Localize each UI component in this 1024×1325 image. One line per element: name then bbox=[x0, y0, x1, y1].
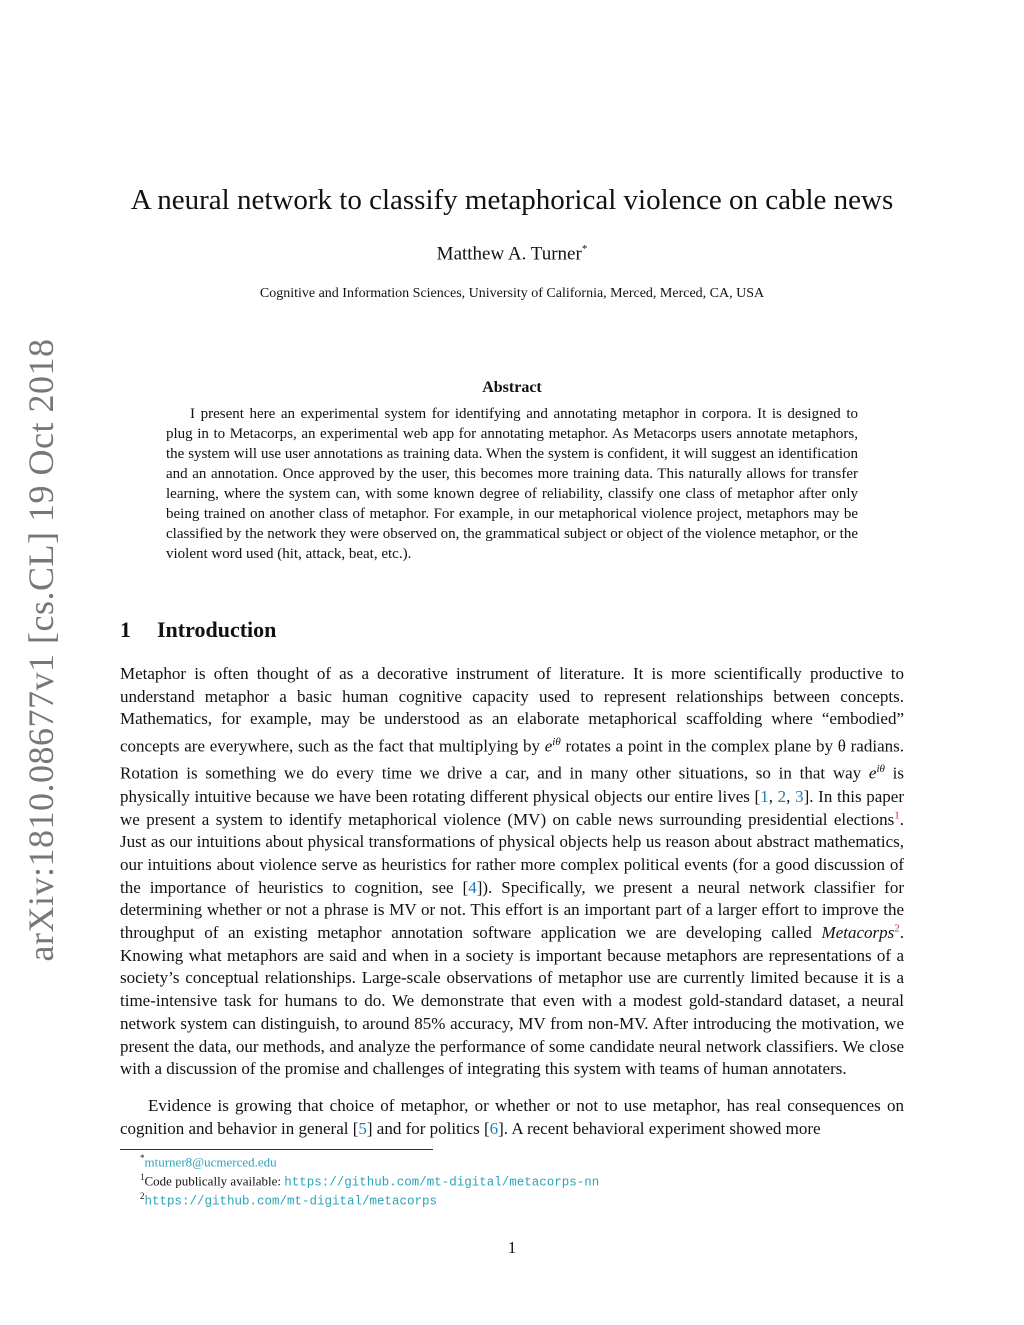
citation-link[interactable]: 6 bbox=[489, 1118, 499, 1138]
citation-link[interactable]: 4 bbox=[468, 877, 477, 897]
page-number: 1 bbox=[507, 1238, 517, 1257]
intro-paragraph-2: Evidence is growing that choice of metaphor, or whether or not to use metaphor, has real consequences on cognition and behavior in general [5] and for politics [6]. A recent behavioral experiment showed more bbox=[120, 1096, 904, 1138]
citation-link[interactable]: 2 bbox=[777, 786, 787, 806]
abstract-heading: Abstract bbox=[482, 379, 542, 396]
citation-link[interactable]: 1 bbox=[760, 786, 769, 806]
arxiv-identifier: arXiv:1810.08677v1 [cs.CL] 19 Oct 2018 bbox=[21, 338, 61, 962]
paper-title: A neural network to classify metaphorical violence on cable news bbox=[130, 184, 894, 216]
email-link[interactable]: mturner8@ucmerced.edu bbox=[144, 1154, 277, 1170]
footnote-link[interactable]: 1 bbox=[894, 808, 900, 821]
section-heading: 1 Introduction bbox=[120, 617, 277, 642]
footnote-link[interactable]: 2 bbox=[894, 922, 900, 935]
footnote-email: *mturner8@ucmerced.edu bbox=[140, 1153, 277, 1170]
footnote-2: $^2$https://github.com/mt-digital/metacorps bbox=[140, 1191, 438, 1209]
footnote-divider bbox=[120, 1149, 433, 1150]
abstract-text: I present here an experimental system for identifying and annotating metaphor in corpora. It is designed to plug in to Metacorps, an experimental web app for annotating metaphor. As Metacorps users annotate metaphors, the system will use user annotations as training data. When the system is confident, it will suggest an identification and an annotation. Once approved by the user, this becomes more training data. This naturally allows for transfer learning, where the system can, with some known degree of reliability, classify one class of metaphor after only being trained on another class of metaphor. For example, in our metaphorical violence project, metaphors may be classified by the network they were observed on, the grammatical subject or object of the violence metaphor, or the violent word used (hit, attack, beat, etc.). bbox=[166, 406, 858, 562]
metacorps-url-link[interactable]: https://github.com/mt-digital/metacorps bbox=[144, 1194, 438, 1209]
author-name: Matthew A. Turner* bbox=[436, 243, 588, 265]
intro-paragraph-1: Metaphor is often thought of as a decorative instrument of literature. It is more scientifically productive to understand metaphor a basic human cognitive capacity used to represent relationships between concepts. Mathematics, for example, may be understood as an elaborate metaphorical scaffolding where “embodied” concepts are everywhere, such as the fact that multiplying by $e^{i\theta}$ rotates a point in the complex plane by θ radians. Rotation is something we do every time we drive a car, and in many other situations, so in that way $e^{i\theta}$ is physically intuitive because we have been rotating different physical objects our entire lives [1, 2, 3]. In this paper we present a system to identify metaphorical violence (MV) on cable news surrounding presidential elections$^1$. Just as our intuitions about physical transformations of physical objects help us reason about abstract mathematics, our intuitions about violence serve as heuristics for rather more complex political events (for a good discussion of the importance of heuristics to cognition, see [4]). Specifically, we present a neural network classifier for determining whether or not a phrase is MV or not. This effort is an important part of a larger effort to improve the throughput of an existing metaphor annotation software application we are developing called Metacorps$^2$. Knowing what metaphors are said and when in a society is important because metaphors are representations of a society’s conceptual relationships. Large-scale observations of metaphor use are currently limited because it is a time-intensive task for humans to do. We demonstrate that even with a modest gold-standard dataset, a neural network system can distinguish, to around 85% accuracy, MV from non-MV. After introducing the motivation, we present the data, our methods, and analyze the performance of some candidate neural network classifiers. We close with a discussion of the promise and challenges of integrating this system with teams of human annotaters. bbox=[120, 664, 905, 1079]
code-url-link[interactable]: https://github.com/mt-digital/metacorps-nn bbox=[284, 1175, 600, 1190]
citation-link[interactable]: 5 bbox=[358, 1118, 367, 1138]
citation-link[interactable]: 3 bbox=[795, 786, 804, 806]
footnote-1: $^1$Code publically available: https://github.com/mt-digital/metacorps-nn bbox=[140, 1172, 600, 1190]
author-affiliation: Cognitive and Information Sciences, University of California, Merced, Merced, CA, USA bbox=[259, 286, 765, 301]
